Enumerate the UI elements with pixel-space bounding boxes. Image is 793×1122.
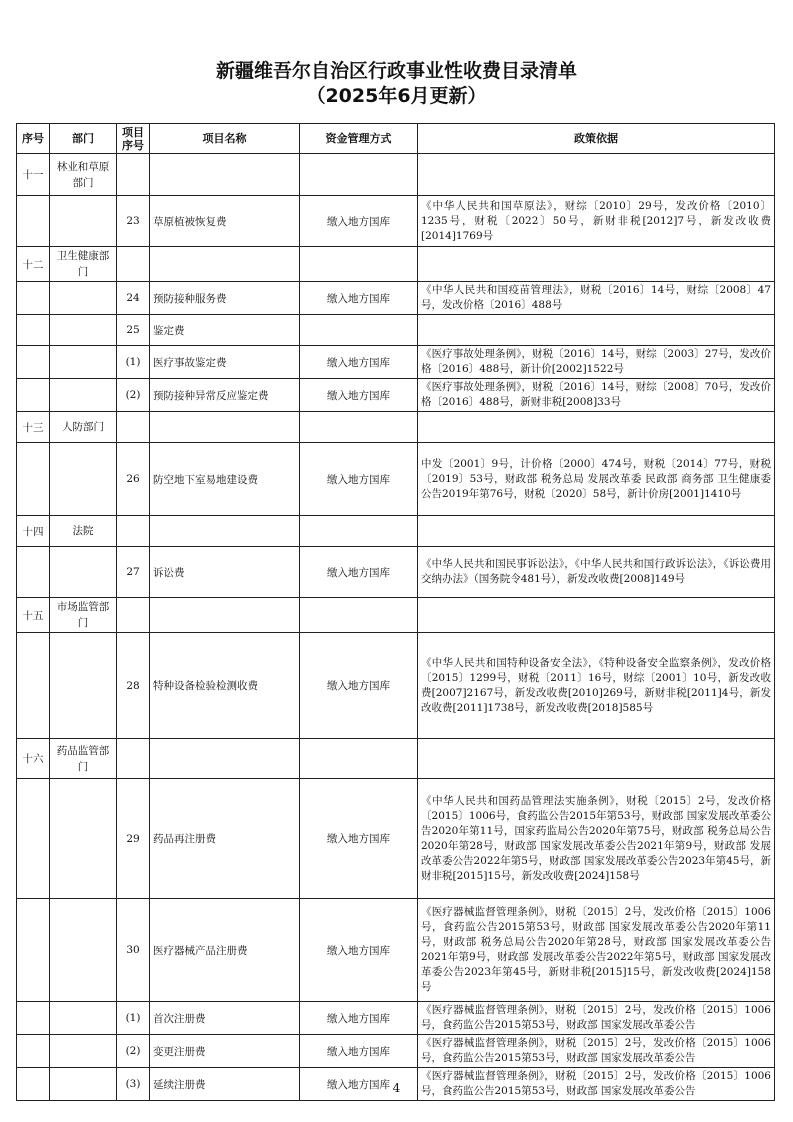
table-row <box>17 443 775 516</box>
document-title: 新疆维吾尔自治区行政事业性收费目录清单 <box>215 60 577 82</box>
fee-catalog-table <box>16 123 775 1101</box>
row-fund-mgmt: 缴入地方国库 <box>300 346 418 379</box>
row-seq <box>17 547 50 598</box>
header-item-name: 项目名称 <box>150 124 300 154</box>
row-item-name: 延续注册费 <box>150 1068 300 1101</box>
row-policy-basis <box>418 315 775 346</box>
table-row <box>17 282 775 315</box>
row-item-no: 29 <box>117 779 150 899</box>
row-seq <box>17 315 50 346</box>
row-item-name: 鉴定费 <box>150 315 300 346</box>
header-item-no: 项目 序号 <box>117 124 150 154</box>
row-policy-basis: 《医疗事故处理条例》，财税〔2016〕14号，财综〔2008〕70号，发改价格〔2016〕488号，新财非税[2008]33号 <box>418 379 775 412</box>
row-item-name: 药品再注册费 <box>150 779 300 899</box>
row-policy-basis: 《中华人民共和国药品管理法实施条例》，财税〔2015〕2号，发改价格〔2015〕1006号，食药监公告2015年第53号，财政部 国家发展改革委公告2020年第11号，国家药监局公告2020年第75号，财政部 税务总局公告2020年第28号，财政部 国家发展改革委公告2021年第9号，财政部 发展改革委公告2022年第5号，财政部 国家发展改革委公告2023年第45号，新财非税[2015]15号，新发改收费[2024]158号 <box>418 779 775 899</box>
row-policy-basis: 《医疗事故处理条例》，财税〔2016〕14号，财综〔2003〕27号，发改价格〔2016〕488号，新计价[2002]1522号 <box>418 346 775 379</box>
row-fund-mgmt <box>300 315 418 346</box>
table-row <box>17 154 775 196</box>
row-item-name: 预防接种异常反应鉴定费 <box>150 379 300 412</box>
row-dept <box>50 779 117 899</box>
row-policy-basis: 《中华人民共和国民事诉讼法》，《中华人民共和国行政诉讼法》，《诉讼费用交纳办法》（国务院令481号），新发改收费[2008]149号 <box>418 547 775 598</box>
row-seq: 十四 <box>17 516 50 547</box>
row-item-no: (1) <box>117 1002 150 1035</box>
row-seq: 十二 <box>17 247 50 282</box>
row-fund-mgmt: 缴入地方国库 <box>300 1002 418 1035</box>
row-item-no <box>117 598 150 633</box>
row-item-no <box>117 412 150 443</box>
table-row <box>17 1002 775 1035</box>
row-dept: 人防部门 <box>50 412 117 443</box>
row-item-no: 27 <box>117 547 150 598</box>
row-policy-basis <box>418 412 775 443</box>
page-number: 4 <box>392 1081 401 1095</box>
row-fund-mgmt: 缴入地方国库 <box>300 779 418 899</box>
document-subtitle: （2025年6月更新） <box>306 85 487 107</box>
row-policy-basis: 《医疗器械监督管理条例》，财税〔2015〕2号，发改价格〔2015〕1006号，食药监公告2015第53号，财政部 国家发展改革委公告 <box>418 1035 775 1068</box>
row-item-name: 防空地下室易地建设费 <box>150 443 300 516</box>
row-dept <box>50 633 117 739</box>
row-seq: 十五 <box>17 598 50 633</box>
row-dept: 药品监管部门 <box>50 739 117 779</box>
row-item-no <box>117 154 150 196</box>
row-seq <box>17 196 50 247</box>
row-item-no <box>117 516 150 547</box>
row-seq <box>17 443 50 516</box>
header-seq: 序号 <box>17 124 50 154</box>
table-row <box>17 346 775 379</box>
row-dept <box>50 547 117 598</box>
row-seq <box>17 379 50 412</box>
row-seq: 十六 <box>17 739 50 779</box>
table-row <box>17 547 775 598</box>
row-policy-basis: 《医疗器械监督管理条例》，财税〔2015〕2号，发改价格〔2015〕1006号，食药监公告2015第53号，财政部 国家发展改革委公告 <box>418 1068 775 1101</box>
row-item-no: (1) <box>117 346 150 379</box>
row-dept <box>50 346 117 379</box>
row-item-no <box>117 739 150 779</box>
row-policy-basis: 《中华人民共和国草原法》，财综〔2010〕29号，发改价格〔2010〕1235号，财税〔2022〕50号，新财非税[2012]7号，新发改收费[2014]1769号 <box>418 196 775 247</box>
row-item-no: (2) <box>117 379 150 412</box>
table-row <box>17 633 775 739</box>
table-row <box>17 247 775 282</box>
row-dept: 卫生健康部门 <box>50 247 117 282</box>
row-dept <box>50 443 117 516</box>
row-fund-mgmt: 缴入地方国库 <box>300 547 418 598</box>
row-item-no: 25 <box>117 315 150 346</box>
row-item-name: 变更注册费 <box>150 1035 300 1068</box>
row-item-no: 28 <box>117 633 150 739</box>
row-item-name: 特种设备检验检测收费 <box>150 633 300 739</box>
row-item-name <box>150 516 300 547</box>
row-seq <box>17 282 50 315</box>
row-dept <box>50 379 117 412</box>
row-fund-mgmt <box>300 739 418 779</box>
row-item-name: 诉讼费 <box>150 547 300 598</box>
table-row <box>17 196 775 247</box>
row-item-name <box>150 598 300 633</box>
row-policy-basis <box>418 739 775 779</box>
row-seq <box>17 779 50 899</box>
row-fund-mgmt: 缴入地方国库 <box>300 282 418 315</box>
table-header-row <box>17 124 775 154</box>
row-fund-mgmt <box>300 412 418 443</box>
row-item-name: 首次注册费 <box>150 1002 300 1035</box>
row-seq: 十三 <box>17 412 50 443</box>
row-seq <box>17 1035 50 1068</box>
row-policy-basis: 《中华人民共和国特种设备安全法》，《特种设备安全监察条例》，发改价格〔2015〕1299号，财税〔2011〕16号，财综〔2001〕10号，新发改收费[2007]2167号，新发改收费[2010]269号，新财非税[2011]4号，新发改收费[2011]1738号，新发改收费[2018]585号 <box>418 633 775 739</box>
row-seq <box>17 633 50 739</box>
row-fund-mgmt <box>300 516 418 547</box>
table-row <box>17 315 775 346</box>
row-item-name: 医疗器械产品注册费 <box>150 899 300 1002</box>
header-fund-mgmt: 资金管理方式 <box>300 124 418 154</box>
row-fund-mgmt: 缴入地方国库 <box>300 1068 418 1101</box>
row-fund-mgmt: 缴入地方国库 <box>300 379 418 412</box>
row-dept: 林业和草原部门 <box>50 154 117 196</box>
row-item-name <box>150 739 300 779</box>
table-row <box>17 739 775 779</box>
row-dept <box>50 1035 117 1068</box>
row-fund-mgmt <box>300 247 418 282</box>
row-policy-basis: 《医疗器械监督管理条例》，财税〔2015〕2号，发改价格〔2015〕1006号，食药监公告2015第53号，财政部 国家发展改革委公告 <box>418 1002 775 1035</box>
row-fund-mgmt: 缴入地方国库 <box>300 443 418 516</box>
row-fund-mgmt: 缴入地方国库 <box>300 633 418 739</box>
row-fund-mgmt: 缴入地方国库 <box>300 196 418 247</box>
row-seq <box>17 899 50 1002</box>
table-row <box>17 516 775 547</box>
row-item-no: 24 <box>117 282 150 315</box>
row-item-no: 26 <box>117 443 150 516</box>
row-seq <box>17 346 50 379</box>
row-item-no: 30 <box>117 899 150 1002</box>
row-dept: 市场监管部门 <box>50 598 117 633</box>
row-policy-basis <box>418 598 775 633</box>
row-policy-basis <box>418 516 775 547</box>
table-row <box>17 899 775 1002</box>
row-dept <box>50 282 117 315</box>
row-policy-basis <box>418 247 775 282</box>
row-fund-mgmt <box>300 598 418 633</box>
row-item-no: (2) <box>117 1035 150 1068</box>
row-dept <box>50 1002 117 1035</box>
row-item-name: 预防接种服务费 <box>150 282 300 315</box>
row-policy-basis <box>418 154 775 196</box>
row-item-name: 医疗事故鉴定费 <box>150 346 300 379</box>
row-dept <box>50 899 117 1002</box>
table-row <box>17 379 775 412</box>
row-item-no: (3) <box>117 1068 150 1101</box>
row-item-name <box>150 154 300 196</box>
row-fund-mgmt: 缴入地方国库 <box>300 1035 418 1068</box>
row-fund-mgmt <box>300 154 418 196</box>
row-item-no <box>117 247 150 282</box>
row-item-name <box>150 247 300 282</box>
table-row <box>17 1035 775 1068</box>
row-dept <box>50 315 117 346</box>
row-item-no: 23 <box>117 196 150 247</box>
table-row <box>17 779 775 899</box>
table-row <box>17 598 775 633</box>
row-fund-mgmt: 缴入地方国库 <box>300 899 418 1002</box>
row-dept <box>50 196 117 247</box>
row-policy-basis: 《中华人民共和国疫苗管理法》，财税〔2016〕14号，财综〔2008〕47号，发改价格〔2016〕488号 <box>418 282 775 315</box>
header-dept: 部门 <box>50 124 117 154</box>
header-policy: 政策依据 <box>418 124 775 154</box>
row-seq: 十一 <box>17 154 50 196</box>
row-policy-basis: 中发〔2001〕9号，计价格〔2000〕474号，财税〔2014〕77号，财税〔2019〕53号，财政部 税务总局 发展改革委 民政部 商务部 卫生健康委公告2019年第76号，财税〔2020〕58号，新计价房[2001]1410号 <box>418 443 775 516</box>
table-row <box>17 412 775 443</box>
row-item-name: 草原植被恢复费 <box>150 196 300 247</box>
row-dept: 法院 <box>50 516 117 547</box>
row-seq <box>17 1002 50 1035</box>
row-item-name <box>150 412 300 443</box>
row-policy-basis: 《医疗器械监督管理条例》，财税〔2015〕2号，发改价格〔2015〕1006号，食药监公告2015第53号，财政部 国家发展改革委公告2020年第11号，财政部 税务总局公告2020年第28号，财政部 国家发展改革委公告2021年第9号，财政部 发展改革委公告2022年第5号，财政部 国家发展改革委公告2023年第45号，新财非税[2015]15号，新发改收费[2024]158号 <box>418 899 775 1002</box>
